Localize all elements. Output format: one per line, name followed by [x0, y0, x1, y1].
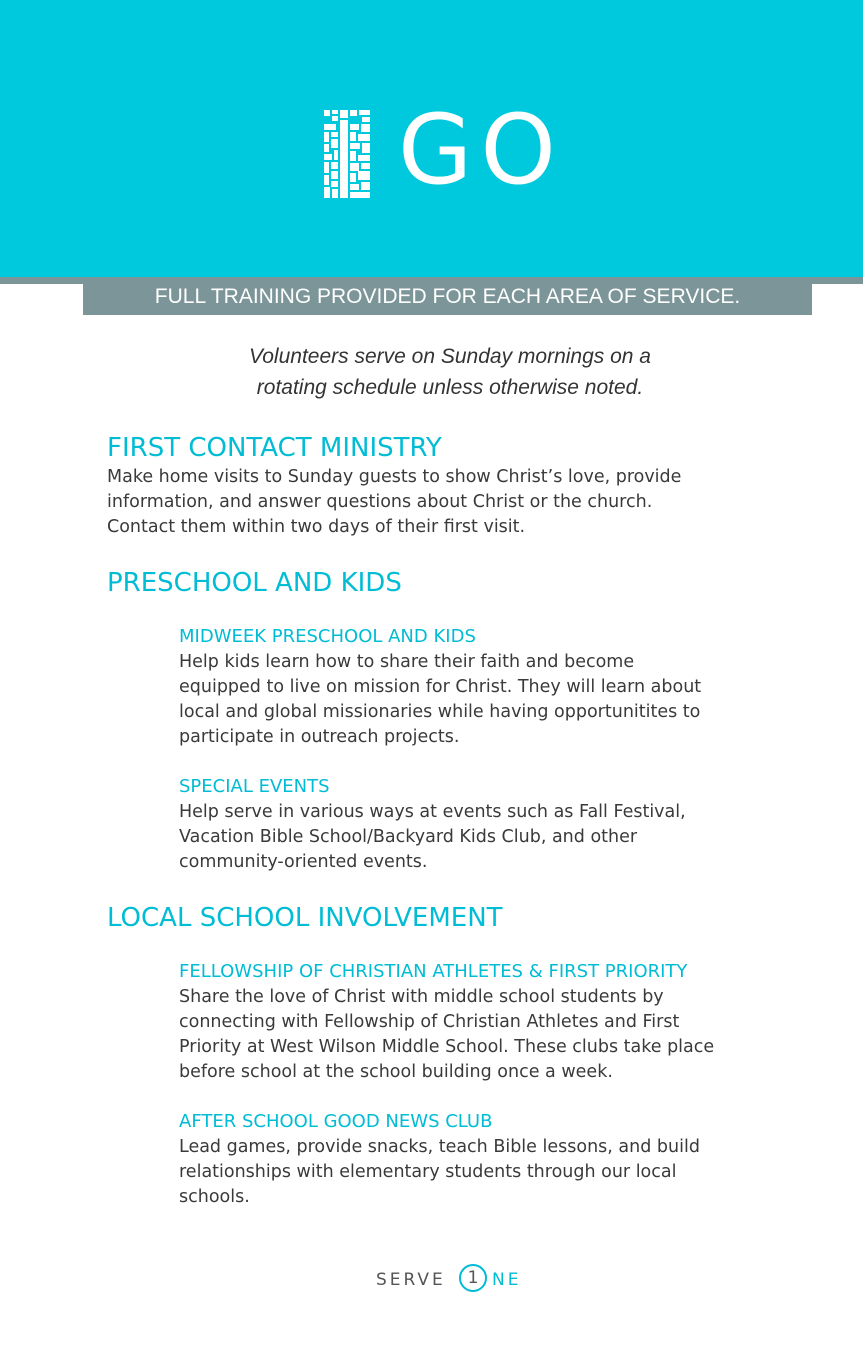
body-line: community-oriented events. — [179, 852, 428, 872]
body-line: Share the love of Christ with middle school students by — [179, 987, 664, 1007]
body-line: before school at the school building once a week. — [179, 1062, 613, 1082]
intro-line: Volunteers serve on Sunday mornings on a — [249, 345, 651, 368]
footer-logo-one-circle: 1 — [459, 1264, 487, 1292]
body-line: Vacation Bible School/Backyard Kids Club, and other — [179, 827, 638, 847]
section-body-first-contact — [107, 465, 681, 540]
footer-logo-serve: SERVE — [376, 1270, 446, 1290]
body-line: Priority at West Wilson Middle School. These clubs take place — [179, 1037, 715, 1057]
intro-line: rotating schedule unless otherwise noted. — [256, 376, 644, 399]
subsection-title-good-news-club: AFTER SCHOOL GOOD NEWS CLUB — [179, 1111, 493, 1132]
body-line: Help serve in various ways at events such as Fall Festival, — [179, 802, 686, 822]
intro-note — [150, 341, 750, 403]
subsection-body-fca — [179, 985, 714, 1085]
body-line: equipped to live on mission for Christ. They will learn about — [179, 677, 702, 697]
subsection-title-special-events: SPECIAL EVENTS — [179, 776, 330, 797]
body-line: participate in outreach projects. — [179, 727, 460, 747]
subsection-body-good-news-club — [179, 1135, 700, 1210]
logo-wordmark: GO — [398, 94, 564, 206]
subsection-body-special-events — [179, 800, 686, 875]
subsection-title-fca: FELLOWSHIP OF CHRISTIAN ATHLETES & FIRST PRIORITY — [179, 961, 688, 982]
body-line: information, and answer questions about Christ or the church. — [107, 492, 653, 512]
subsection-body-midweek — [179, 650, 701, 750]
footer-logo-ne: NE — [492, 1270, 522, 1290]
body-line: connecting with Fellowship of Christian Athletes and First — [179, 1012, 680, 1032]
header-band — [0, 0, 863, 277]
body-line: Help kids learn how to share their faith and become — [179, 652, 635, 672]
section-title-local-school: LOCAL SCHOOL INVOLVEMENT — [107, 903, 503, 933]
section-title-first-contact: FIRST CONTACT MINISTRY — [107, 433, 442, 463]
subsection-title-midweek: MIDWEEK PRESCHOOL AND KIDS — [179, 626, 476, 647]
body-line: local and global missionaries while having opportunitites to — [179, 702, 701, 722]
stained-glass-cross-icon — [324, 110, 370, 198]
training-banner: FULL TRAINING PROVIDED FOR EACH AREA OF SERVICE. — [83, 283, 812, 315]
body-line: Make home visits to Sunday guests to show Christ’s love, provide — [107, 467, 682, 487]
body-line: Contact them within two days of their first visit. — [107, 517, 526, 537]
body-line: relationships with elementary students through our local — [179, 1162, 677, 1182]
body-line: Lead games, provide snacks, teach Bible lessons, and build — [179, 1137, 700, 1157]
section-title-preschool-kids: PRESCHOOL AND KIDS — [107, 568, 402, 598]
body-line: schools. — [179, 1187, 250, 1207]
serve-one-logo — [376, 1264, 536, 1296]
